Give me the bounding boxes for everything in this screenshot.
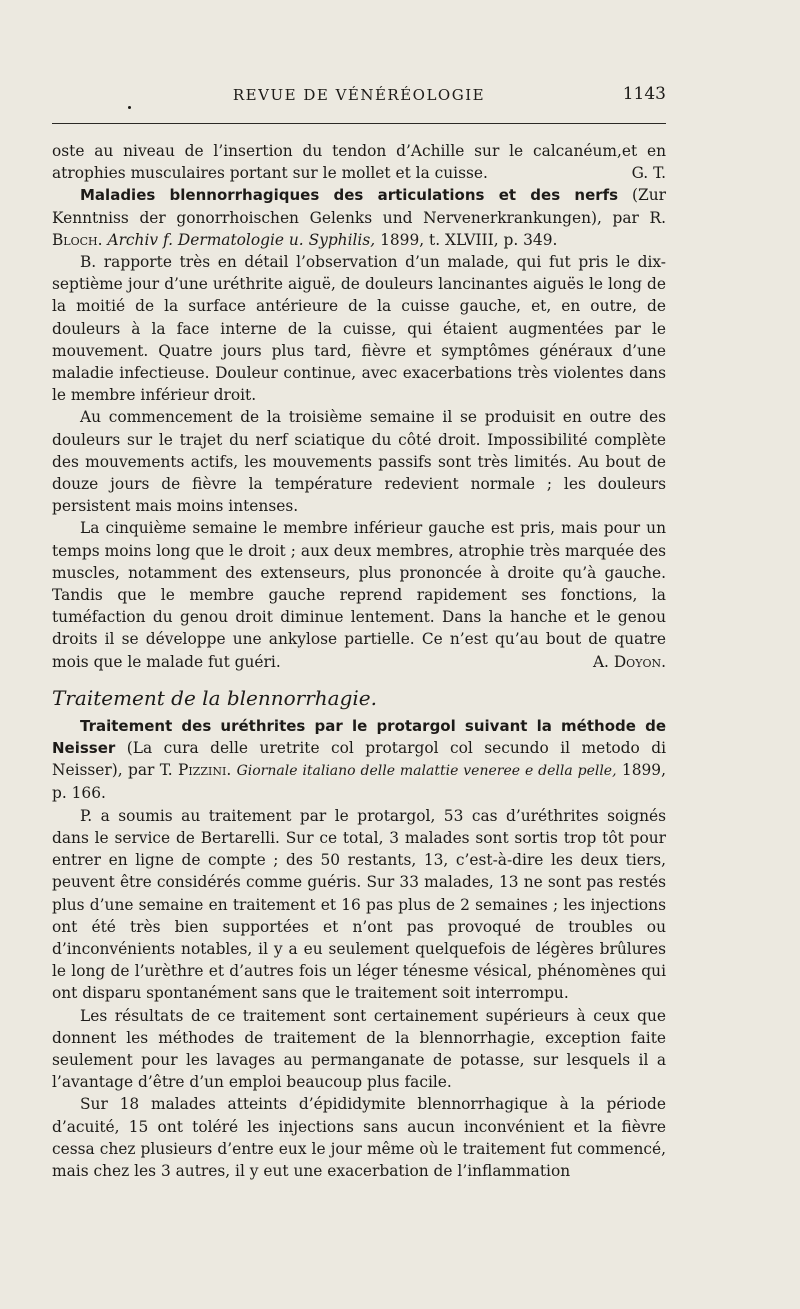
- running-title: REVUE DE VÉNÉRÉOLOGIE: [232, 86, 486, 104]
- page-header: [52, 86, 666, 112]
- continued-paragraph: [52, 140, 666, 184]
- article2-citation-1: (La cura delle uretrite col protargol col secundo il metodo di Neisser), par T.: [52, 739, 666, 780]
- signature-gt: G. T.: [631, 164, 666, 183]
- article2-author: Pizzini.: [178, 761, 232, 780]
- header-rule: [52, 123, 666, 124]
- article2-heading: [52, 715, 666, 805]
- article1-citation-1: (Zur Kenntniss der gonorrhoischen Gelenks und Nervenerkrankungen), par R.: [52, 186, 666, 227]
- article2-title: Traitement des uréthrites par le protargol suivant la méthode de Neisser: [52, 716, 666, 758]
- continued-text: oste au niveau de l’insertion du tendon d’Achille sur le calcanéum,et en atrophies musculaires portant sur le mollet et la cuisse.: [52, 142, 666, 183]
- page-body: [52, 140, 666, 1182]
- article1-citation-2: 1899, t. XLVIII, p. 349.: [380, 230, 558, 249]
- signature-doyon-text: A. Doyon.: [592, 652, 666, 671]
- article1-para3: [52, 517, 666, 672]
- article2-para3: Sur 18 malades atteints d’épididymite blennorrhagique à la période d’acuité, 15 ont toléré les injections sans aucun inconvénient et la fièvre cessa chez plusieurs d’entre eux le jour même où le traitement fut commencé, mais chez les 3 autres, il y eut une exacerbation de l’inflammation: [52, 1095, 666, 1180]
- signature-doyon: [565, 651, 666, 673]
- article2-journal: Giornale italiano delle malattie veneree e della pelle,: [236, 763, 617, 780]
- article2-citation-2: 1899, p. 166.: [52, 761, 666, 803]
- article1-author: Bloch.: [52, 230, 103, 249]
- article1-journal: Archiv f. Dermatologie u. Syphilis,: [107, 230, 376, 249]
- article1-para2: Au commencement de la troisième semaine il se produisit en outre des douleurs sur le trajet du nerf sciatique du côté droit. Impossibilité complète des mouvements actifs, les mouvements passifs sont très limités. Au bout de douze jours de fièvre la température redevient normale ; les douleurs persistent mais moins intenses.: [52, 408, 666, 516]
- article1-para3-text: La cinquième semaine le membre inférieur gauche est pris, mais pour un temps moins long que le droit ; aux deux membres, atrophie très marquée des muscles, notamment des extenseurs, plus prononcée à droite qu’à gauche. Tandis que le membre gauche reprend rapidement ses fonctions, la tuméfaction du genou droit diminue lentement. Dans la hanche et le genou droits il se développe une ankylose partielle. Ce n’est qu’au bout de quatre mois que le malade fut guéri.: [52, 519, 666, 671]
- section-heading: Traitement de la blennorrhagie.: [52, 685, 377, 710]
- article1-heading: [52, 184, 666, 251]
- page-number: 1143: [622, 84, 666, 104]
- article2-para1: P. a soumis au traitement par le protargol, 53 cas d’uréthrites soignés dans le service de Bertarelli. Sur ce total, 3 malades sont sortis trop tôt pour entrer en ligne de compte ; des 50 restants, 13, c’est-à-dire les deux tiers, peuvent être considérés comme guéris. Sur 33 malades, 13 ne sont pas restés plus d’une semaine en traitement et 16 pas plus de 2 semaines ; les injections ont été très bien supportées et n’ont pas provoqué de troubles ou d’inconvénients notables, il y a eu seulement quelquefois de légères brûlures le long de l’urèthre et d’autres fois un léger ténesme vésical, phénomènes qui ont disparu spontanément sans que le traitement soit interrompu.: [52, 806, 666, 1003]
- header-dot: [128, 106, 131, 109]
- article1-title: Maladies blennorrhagiques des articulations et des nerfs: [80, 186, 619, 205]
- article2-para2: Les résultats de ce traitement sont certainement supérieurs à ceux que donnent les méthodes de traitement de la blennorrhagie, exception faite seulement pour les lavages au permanganate de potasse, sur lesquels il a l’avantage d’être d’un emploi beaucoup plus facile.: [52, 1006, 666, 1092]
- article1-para1: B. rapporte très en détail l’observation d’un malade, qui fut pris le dix-septième jour d’une uréthrite aiguë, de douleurs lancinantes aiguës le long de la moitié de la surface antérieure de la cuisse gauche, et, en outre, de douleurs à la face interne de la cuisse, qui étaient augmentées par le mouvement. Quatre jours plus tard, fièvre et symptômes généraux d’une maladie infectieuse. Douleur continue, avec exacerbations très violentes dans le membre inférieur droit.: [52, 253, 666, 405]
